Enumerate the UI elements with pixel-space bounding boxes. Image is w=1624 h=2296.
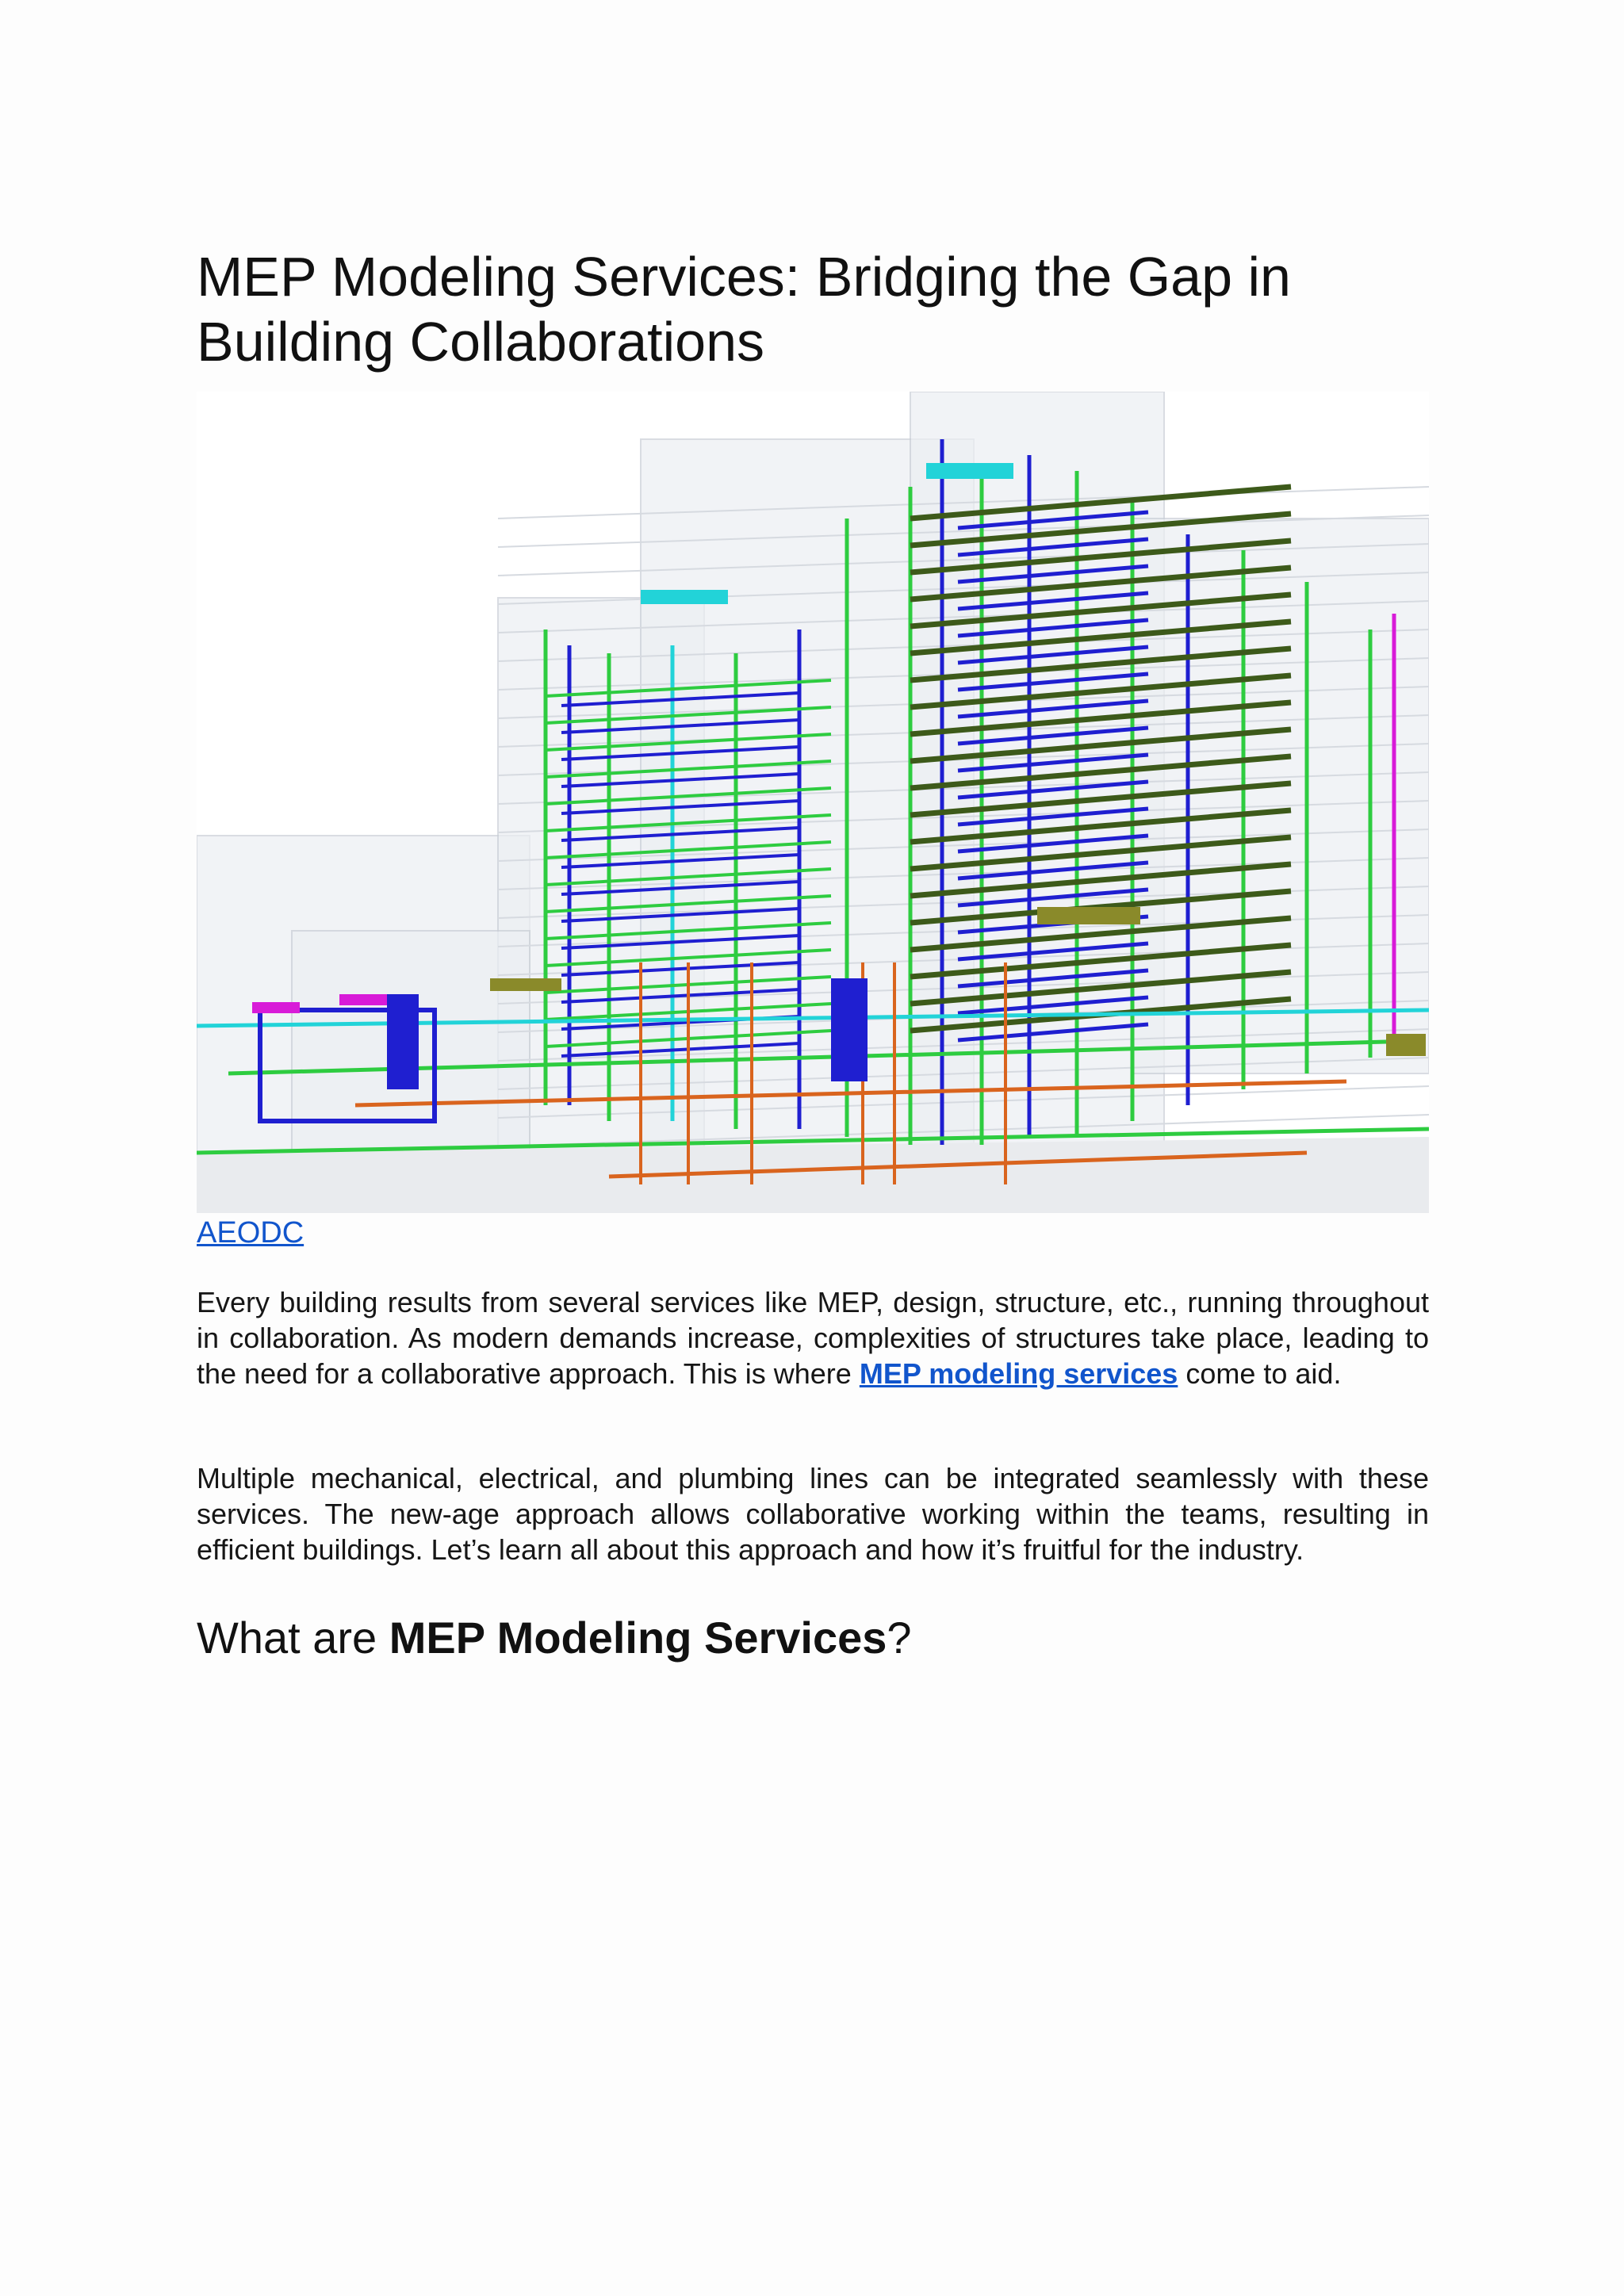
olive-duct (490, 978, 561, 991)
second-paragraph: Multiple mechanical, electrical, and plumbing lines can be integrated seamlessly with these services. The new-age approach allows collaborative working within the teams, resulting in efficient buildings. Let’s learn all about this approach and how it’s fruitful for the industry. (197, 1462, 1429, 1566)
image-caption-link[interactable]: AEODC (197, 1216, 304, 1249)
plant-riser (831, 978, 868, 1081)
cyan-duct (641, 590, 728, 604)
olive-duct (1037, 907, 1140, 924)
article-title: MEP Modeling Services: Bridging the Gap in Building Collaborations (197, 246, 1291, 373)
section-heading (197, 1609, 912, 1667)
olive-duct (1386, 1034, 1426, 1056)
heading-suffix: ? (887, 1613, 912, 1663)
equipment-unit (387, 994, 419, 1089)
mep-model-drawing (197, 392, 1429, 1213)
equipment-header (252, 1002, 300, 1013)
intro-paragraph (197, 1284, 1429, 1391)
equipment-header (339, 994, 387, 1005)
heading-bold: MEP Modeling Services (389, 1613, 887, 1663)
mep-modeling-services-link[interactable]: MEP modeling services (859, 1357, 1178, 1390)
mep-building-illustration (197, 392, 1429, 1213)
heading-prefix: What are (197, 1613, 389, 1663)
intro-text: Every building results from several services like MEP, design, structure, etc., running throughout in collaboration. As modern demands increase, complexities of structures take place, leading to the need for a collaborative approach. This is where (197, 1286, 1429, 1390)
cyan-duct (926, 463, 1013, 479)
intro-text-end: come to aid. (1178, 1357, 1342, 1390)
